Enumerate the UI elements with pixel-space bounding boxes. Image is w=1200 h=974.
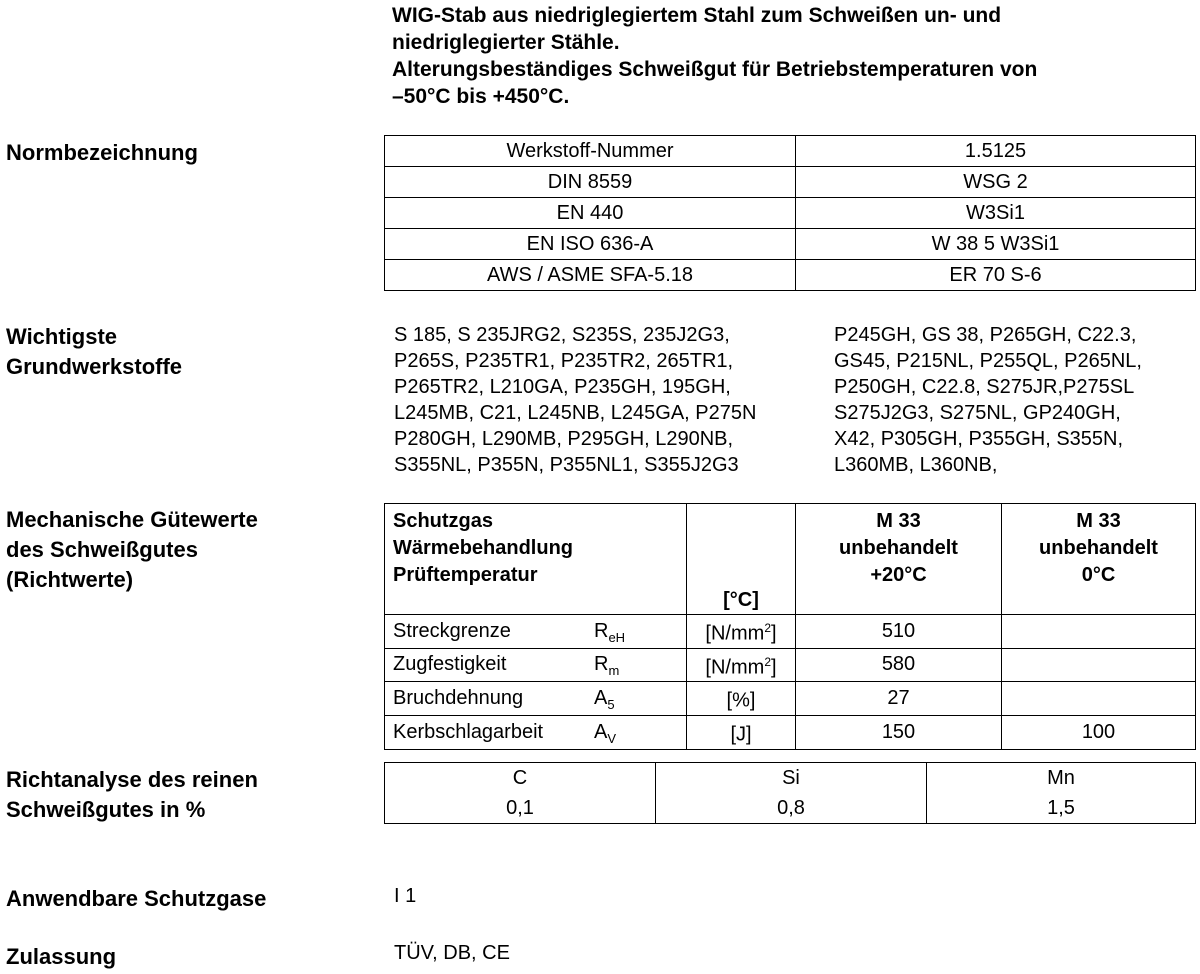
value-cell: 150 — [796, 715, 1002, 749]
approval-label — [6, 942, 376, 972]
norm-label — [6, 138, 376, 168]
header-line: Wärmebehandlung — [393, 537, 574, 559]
norm-label-text: Normbezeichnung — [6, 140, 198, 165]
value-cell: 0,1 — [385, 793, 656, 824]
unit-cell: $[N/mm^2]$ — [687, 648, 796, 682]
norm-value-cell: WSG 2 — [796, 167, 1196, 198]
element-cell: Si — [656, 763, 927, 794]
mech-label-line: des Schweißgutes — [6, 537, 198, 562]
norm-name-cell: EN 440 — [385, 198, 796, 229]
material-line: GS45, P215NL, P255QL, P265NL, — [834, 350, 1142, 372]
norm-table — [384, 135, 1196, 291]
table-row — [385, 198, 1196, 229]
norm-value-cell: W 38 5 W3Si1 — [796, 229, 1196, 260]
analysis-label-line: Richtanalyse des reinen — [6, 767, 258, 792]
material-line: S275J2G3, S275NL, GP240GH, — [834, 402, 1121, 424]
header-line: unbehandelt — [839, 537, 958, 559]
table-row — [385, 167, 1196, 198]
material-line: X42, P305GH, P355GH, S355N, — [834, 428, 1124, 450]
materials-column-1 — [394, 322, 756, 478]
mech-header-col2 — [1002, 504, 1196, 615]
value-cell — [1002, 615, 1196, 649]
approval-value: TÜV, DB, CE — [394, 942, 510, 964]
gases-value: I 1 — [394, 885, 417, 907]
norm-value-cell: W3Si1 — [796, 198, 1196, 229]
mech-table — [384, 503, 1196, 750]
material-line: L360MB, L360NB, — [834, 454, 998, 476]
analysis-table — [384, 762, 1196, 824]
materials-label-line: Grundwerkstoffe — [6, 354, 183, 379]
table-row — [385, 648, 1196, 682]
mech-label-line: (Richtwerte) — [6, 567, 134, 592]
materials-label-line: Wichtigste — [6, 324, 118, 349]
norm-name-cell: Werkstoff-Nummer — [385, 136, 796, 167]
table-row — [385, 682, 1196, 716]
element-cell: Mn — [927, 763, 1196, 794]
value-cell — [1002, 682, 1196, 716]
header-line: 0°C — [1081, 564, 1116, 586]
header-line: Schutzgas — [393, 510, 494, 532]
property-cell — [385, 682, 687, 716]
material-line: P245GH, GS 38, P265GH, C22.3, — [834, 324, 1137, 346]
materials-label — [6, 322, 376, 382]
unit-cell: [J] — [687, 715, 796, 749]
material-line: P280GH, L290MB, P295GH, L290NB, — [394, 428, 734, 450]
unit-cell: $[N/mm^2]$ — [687, 615, 796, 649]
element-cell: C — [385, 763, 656, 794]
value-cell: 27 — [796, 682, 1002, 716]
analysis-label — [6, 765, 376, 825]
value-cell: 100 — [1002, 715, 1196, 749]
mech-header-col1 — [796, 504, 1002, 615]
norm-value-cell: ER 70 S-6 — [796, 260, 1196, 291]
material-line: P250GH, C22.8, S275JR,P275SL — [834, 376, 1135, 398]
material-line: S 185, S 235JRG2, S235S, 235J2G3, — [394, 324, 730, 346]
norm-value-cell: 1.5125 — [796, 136, 1196, 167]
value-cell — [1002, 648, 1196, 682]
header-line: Prüftemperatur — [393, 564, 538, 586]
property-name: Kerbschlagarbeit — [393, 720, 544, 743]
property-symbol: $R_m$ — [594, 653, 620, 679]
analysis-label-line: Schweißgutes in % — [6, 797, 206, 822]
mech-header-unit-cell: [°C] — [687, 504, 796, 615]
property-name: Zugfestigkeit — [393, 653, 507, 676]
material-line: L245MB, C21, L245NB, L245GA, P275N — [394, 402, 757, 424]
description-line: niedriglegierter Stähle. — [392, 31, 620, 54]
property-name: Bruchdehnung — [393, 687, 524, 710]
table-row — [385, 615, 1196, 649]
materials-column-2 — [834, 322, 1142, 478]
approval-label-text: Zulassung — [6, 944, 117, 969]
property-cell — [385, 648, 687, 682]
property-name: Streckgrenze — [393, 619, 511, 642]
description-line: –50°C bis +450°C. — [392, 85, 570, 108]
mech-label — [6, 505, 376, 595]
value-cell: 1,5 — [927, 793, 1196, 824]
material-line: P265S, P235TR1, P235TR2, 265TR1, — [394, 350, 734, 372]
table-row — [385, 260, 1196, 291]
header-line: M 33 — [1076, 510, 1121, 532]
unit-cell: [%] — [687, 682, 796, 716]
header-line: +20°C — [870, 564, 927, 586]
value-cell: 510 — [796, 615, 1002, 649]
table-row — [385, 136, 1196, 167]
material-line: P265TR2, L210GA, P235GH, 195GH, — [394, 376, 731, 398]
product-description — [392, 2, 1172, 110]
header-line: unbehandelt — [1039, 537, 1158, 559]
mech-header-label-cell — [385, 504, 687, 615]
table-row — [385, 229, 1196, 260]
header-line: M 33 — [876, 510, 921, 532]
property-cell — [385, 715, 687, 749]
gases-label-text: Anwendbare Schutzgase — [6, 886, 267, 911]
mech-label-line: Mechanische Gütewerte — [6, 507, 258, 532]
value-cell: 0,8 — [656, 793, 927, 824]
property-symbol: $A_V$ — [594, 720, 617, 746]
property-symbol: $R_{eH}$ — [594, 619, 626, 645]
material-line: S355NL, P355N, P355NL1, S355J2G3 — [394, 454, 739, 476]
gases-label — [6, 884, 376, 914]
table-row — [385, 715, 1196, 749]
property-symbol: $A_5$ — [594, 687, 615, 713]
description-line: Alterungsbeständiges Schweißgut für Betriebstemperaturen von — [392, 58, 1038, 81]
description-line: WIG-Stab aus niedriglegiertem Stahl zum Schweißen un- und — [392, 4, 1002, 27]
table-row — [385, 793, 1196, 824]
value-cell: 580 — [796, 648, 1002, 682]
norm-name-cell: DIN 8559 — [385, 167, 796, 198]
table-header-row — [385, 763, 1196, 794]
table-header-row — [385, 504, 1196, 615]
norm-name-cell: EN ISO 636-A — [385, 229, 796, 260]
property-cell — [385, 615, 687, 649]
norm-name-cell: AWS / ASME SFA-5.18 — [385, 260, 796, 291]
